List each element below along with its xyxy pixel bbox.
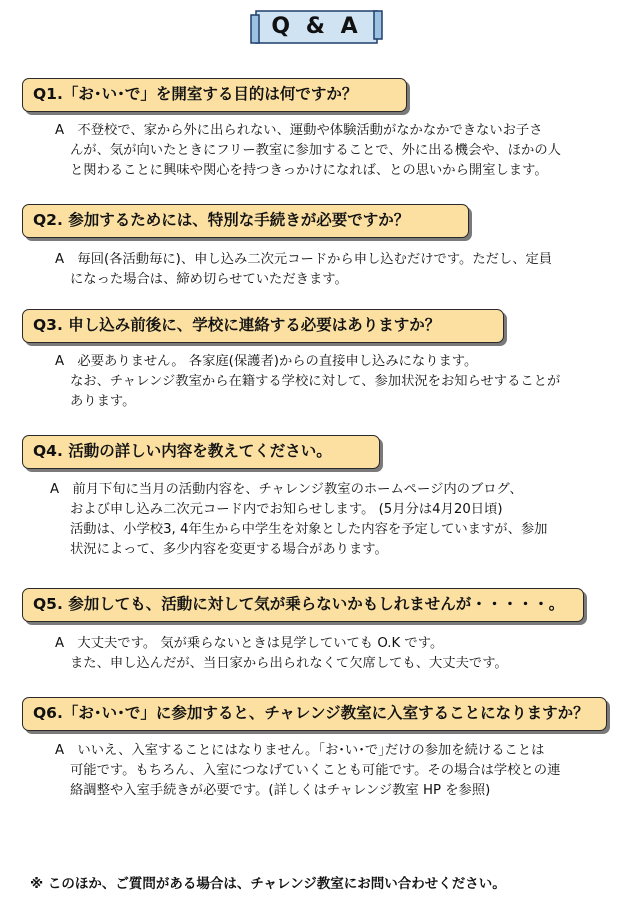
answer-3 bbox=[55, 352, 560, 412]
question-2: Q2. 参加するためには、特別な手続きが必要ですか？ bbox=[22, 204, 469, 238]
question-3: Q3. 申し込み前後に、学校に連絡する必要はありますか？ bbox=[22, 309, 504, 343]
answer-line: なお、チャレンジ教室から在籍する学校に対して、参加状況をお知らせすることが bbox=[70, 374, 561, 389]
answer-line: 状況によって、多少内容を変更する場合があります。 bbox=[70, 542, 388, 557]
answer-line: 活動は、小学校3, 4年生から中学生を対象とした内容を予定していますが、参加 bbox=[70, 522, 548, 537]
answer-line: と関わることに興味や関心を持つきっかけになれば、との思いから開室します。 bbox=[70, 163, 548, 178]
answer-line: A 不登校で、家から外に出られない、運動や体験活動がなかなかできないお子さ bbox=[55, 123, 543, 138]
answer-line: A 必要ありません。 各家庭(保護者)からの直接申し込みになります。 bbox=[55, 354, 478, 369]
answer-line: A 毎回(各活動毎に)、申し込み二次元コードから申し込むだけです。ただし、定員 bbox=[55, 252, 553, 267]
answer-line: および申し込み二次元コード内でお知らせします。 (5月分は4月20日頃) bbox=[70, 502, 503, 517]
answer-line: A 前月下旬に当月の活動内容を、チャレンジ教室のホームページ内のブログ、 bbox=[50, 482, 523, 497]
question-4: Q4. 活動の詳しい内容を教えてください。 bbox=[22, 435, 380, 469]
answer-1 bbox=[55, 121, 561, 181]
answer-line: んが、気が向いたときにフリー教室に参加することで、外に出る機会や、ほかの人 bbox=[70, 143, 561, 158]
answer-4 bbox=[50, 480, 547, 560]
answer-line: 絡調整や入室手続きが必要です。(詳しくはチャレンジ教室 HP を参照) bbox=[70, 783, 491, 798]
question-6: Q6.「お･い･で」に参加すると、チャレンジ教室に入室することになりますか？ bbox=[22, 697, 607, 731]
page-title: Q & A bbox=[271, 14, 362, 39]
title-banner bbox=[250, 8, 383, 46]
answer-line: 可能です。もちろん、入室につなげていくことも可能です。その場合は学校との連 bbox=[70, 763, 561, 778]
footer-note: ※ このほか、ご質問がある場合は、チャレンジ教室にお問い合わせください。 bbox=[30, 876, 506, 892]
answer-2 bbox=[55, 250, 552, 290]
question-5: Q5. 参加しても、活動に対して気が乗らないかもしれませんが・・・・・。 bbox=[22, 588, 584, 622]
answer-line: A 大丈夫です。 気が乗らないときは見学していても O.K です。 bbox=[55, 636, 444, 651]
answer-line: になった場合は、締め切らせていただきます。 bbox=[70, 272, 348, 287]
question-1: Q1.「お･い･で」を開室する目的は何ですか？ bbox=[22, 78, 407, 112]
answer-line: あります。 bbox=[70, 394, 136, 409]
answer-5 bbox=[55, 634, 508, 674]
answer-6 bbox=[55, 741, 560, 801]
answer-line: A いいえ、入室することにはなりません。｢お･い･で｣だけの参加を続けることは bbox=[55, 743, 545, 758]
answer-line: また、申し込んだが、当日家から出られなくて欠席しても、大丈夫です。 bbox=[70, 656, 508, 671]
